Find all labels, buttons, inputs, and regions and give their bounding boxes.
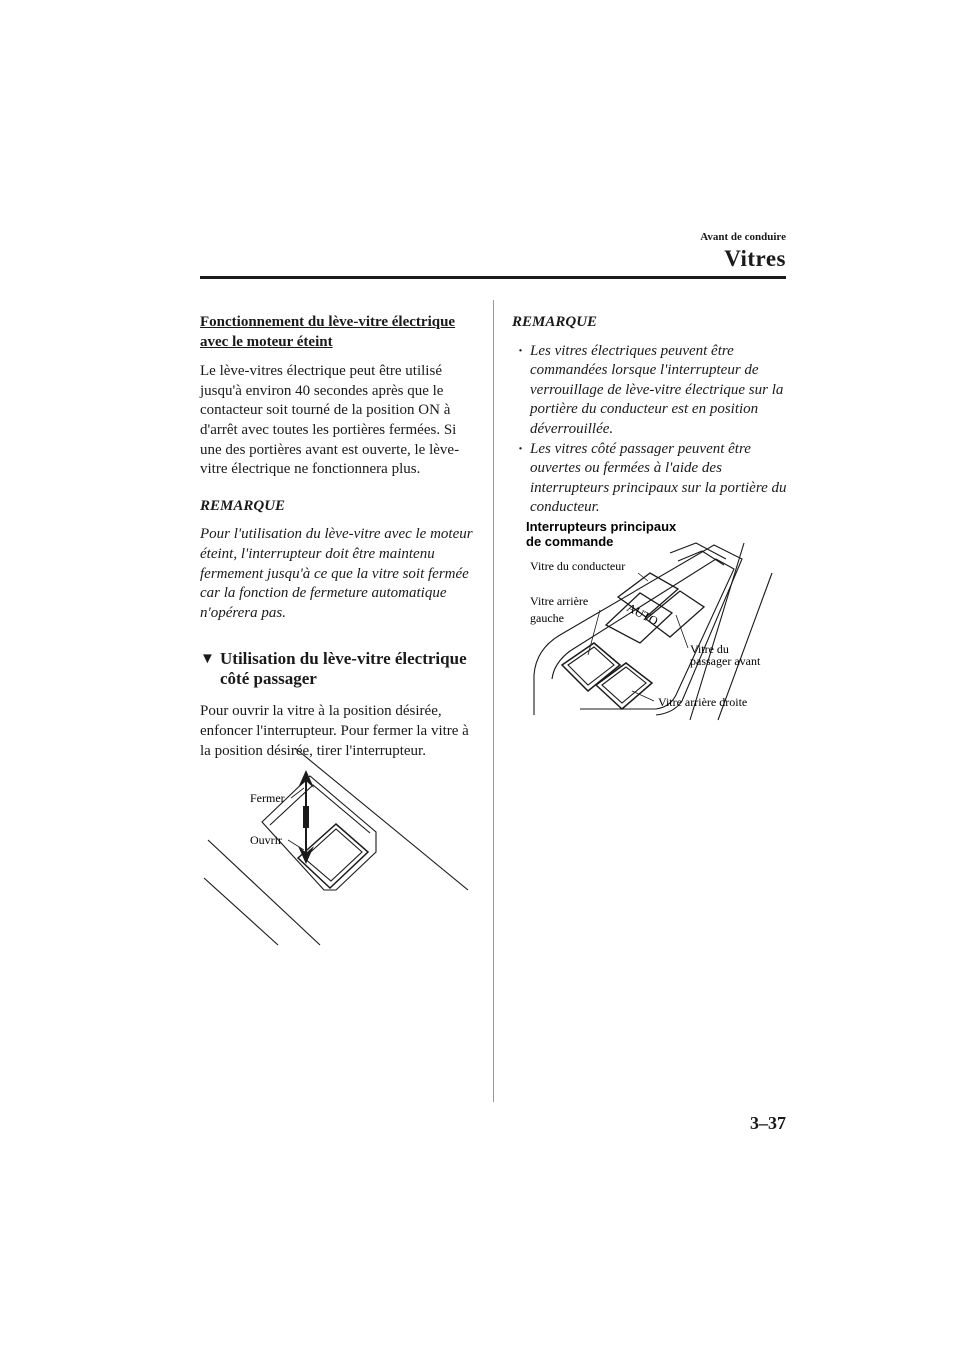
switch-panel-inner [552,559,734,709]
triangle-down-icon: ▼ [200,651,215,668]
section-title-passenger [200,649,480,689]
label-front-passenger-2: passager avant [690,654,761,668]
label-rear-left-2: gauche [530,611,564,625]
subheading-engine-off: Fonctionnement du lève-vitre électrique avec le moteur éteint [200,314,456,350]
label-close: Fermer [250,791,285,805]
header-section: Avant de conduire [700,231,786,243]
header-rule [200,276,786,279]
passenger-switch-figure [200,740,480,955]
note-bullets [512,342,788,518]
auto-marking: AUTO [624,600,661,629]
figure-caption-line2: de commande [526,534,614,549]
note-bullet-2: · Les vitres côté passager peuvent être ouvertes ou fermées à l'aide des interrupteurs principaux sur la portière du conducteur. [512,440,788,518]
header-title: Vitres [724,246,786,271]
note-label-right: REMARQUE [512,314,598,330]
leader-open [288,840,304,850]
page-number: 3–37 [750,1113,786,1133]
door-edge-line [295,748,468,890]
note-label-left: REMARQUE [200,497,286,514]
right-column [512,313,788,518]
label-rear-left-1: Vitre arrière [530,594,589,608]
figure-caption-line1: Interrupteurs principaux [526,519,677,534]
label-rear-right: Vitre arrière droite [658,695,748,709]
engine-off-body: Le lève-vitres électrique peut être utilisé jusqu'à environ 40 secondes après que le contacteur soit tourné de la position ON à d'arrêt avec toutes les portières fermées. Si une des portières avant est ouverte, le lève-vitre électrique ne fonctionnera plus. [200,363,460,478]
master-switches-figure [520,515,790,725]
switch-housing-inner [270,785,370,833]
section-title-text: Utilisation du lève-vitre électrique côté passager [220,649,467,689]
note-bullet-1: · Les vitres électriques peuvent être commandées lorsque l'interrupteur de verrouillage de lève-vitre électrique sur la portière du conducteur est en position déverrouillée. [512,342,788,440]
passenger-body: Pour ouvrir la vitre à la position désirée, enfoncer l'interrupteur. Pour fermer la vitre à la position désirée, tirer l'interrupteur. [200,703,469,759]
leader-lines [588,573,688,701]
column-divider [493,300,494,1102]
switch-rear-right [596,663,652,709]
left-column [200,313,480,778]
switch-rear-left-face [568,647,614,685]
panel-top-edge [670,543,726,559]
label-open: Ouvrir [250,833,282,847]
label-driver-window: Vitre du conducteur [530,559,626,573]
door-trim-line-2 [204,878,278,945]
label-front-passenger-1: Vitre du [690,642,729,656]
note-body-left: Pour l'utilisation du lève-vitre avec le moteur éteint, l'interrupteur doit être maintenu fermement jusqu'à ce que la vitre soit fermée car la fonction de fermeture automatique n'opérera pas. [200,526,473,621]
door-edge-1 [690,543,744,720]
direction-arrow-icon [298,770,314,864]
